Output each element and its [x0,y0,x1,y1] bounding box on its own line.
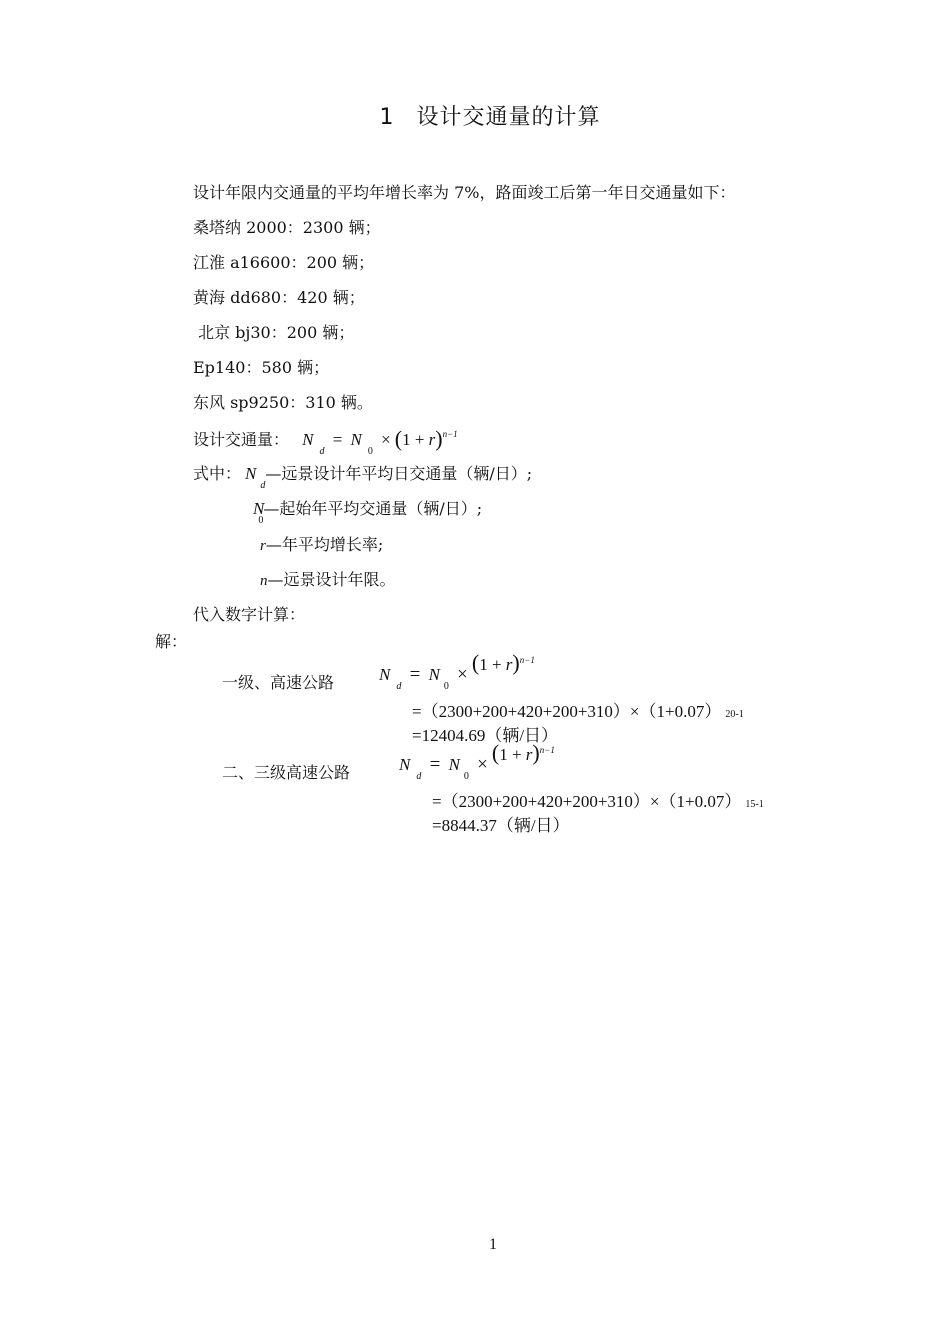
calc1-result: =12404.69（辆/日） [412,726,559,745]
calc2-label: 二、三级高速公路 [222,763,351,782]
vehicle-line: 桑塔纳 2000：2300 辆； [193,218,381,237]
intro-paragraph: 设计年限内交通量的平均年增长率为 7%，路面竣工后第一年日交通量如下： [193,183,736,202]
formula-subscript: d [416,771,422,782]
formula-paren: ( [491,740,500,765]
calc2-line1 [432,787,764,812]
formula-operator: = [409,664,421,685]
formula-label: 设计交通量： [193,430,290,449]
formula-subscript: d [260,480,266,491]
formula-symbol: N [253,499,265,518]
calc-exponent: 20-1 [725,709,744,720]
calc-exponent: 15-1 [745,799,764,810]
formula-symbol: N [399,755,411,774]
formula-paren: ) [512,650,520,675]
formula-symbol: r [428,430,436,449]
section-title [0,100,950,131]
substitute-line: 代入数字计算： [193,605,306,624]
calc2-formula [399,740,555,782]
formula-term: 1 + [499,745,526,764]
definition-line [260,535,383,556]
formula-paren: ) [532,740,540,765]
formula-subscript: d [396,681,402,692]
definition-text: —远景设计年平均日交通量（辆/日）; [265,464,533,483]
definition-text: —起始年平均交通量（辆/日）; [263,499,483,518]
page-number: 1 [489,1236,497,1253]
formula-subscript: 0 [463,771,469,782]
formula-symbol: N [350,430,362,449]
formula-line [193,426,458,457]
formula-symbol: N [302,430,314,449]
definition-text: —年平均增长率; [265,535,384,554]
formula-operator: = [429,754,441,775]
formula-paren: ( [394,426,403,451]
definition-line [260,570,396,591]
calc1-formula [379,650,535,692]
vehicle-line: 黄海 dd680：420 辆； [193,288,365,307]
formula-term: 1 + [479,655,506,674]
vehicle-line: Ep140：580 辆； [193,358,330,377]
vehicle-line: 东风 sp9250：310 辆。 [193,393,373,412]
formula-term: 1 + [402,430,429,449]
formula-symbol: N [448,755,460,774]
formula-symbol: n [260,573,268,589]
formula-symbol: r [260,538,266,554]
formula-symbol: N [428,665,440,684]
definition-line [193,464,533,491]
formula-symbol: N [245,464,257,483]
definition-line [253,499,483,526]
formula-exponent: n−1 [442,429,458,439]
formula-paren: ) [435,426,443,451]
traffic-formula [302,426,458,457]
solution-label: 解： [155,632,188,651]
calc1-label: 一级、高速公路 [222,673,335,692]
formula-symbol: r [525,745,533,764]
calc-expression: =（2300+200+420+200+310）×（1+0.07） [412,702,722,721]
formula-operator: = [332,430,343,449]
calc2-result: =8844.37（辆/日） [432,816,570,835]
vehicle-line: 北京 bj30：200 辆； [193,323,355,342]
formula-subscript: 0 [258,515,264,526]
formula-paren: ( [471,650,480,675]
formula-operator: × [381,430,391,449]
definitions-intro: 式中： [193,464,242,483]
calc1-line1 [412,697,744,722]
section-number: 1 [379,105,395,130]
calc-expression: =（2300+200+420+200+310）×（1+0.07） [432,792,742,811]
section-title-text: 设计交通量的计算 [416,105,601,130]
vehicle-line: 江淮 a16600：200 辆； [193,253,375,272]
formula-subscript: d [319,446,325,457]
formula-subscript: 0 [443,681,449,692]
definition-text: —远景设计年限。 [267,570,396,589]
formula-exponent: n−1 [539,745,555,755]
formula-symbol: N [379,665,391,684]
formula-exponent: n−1 [519,655,535,665]
formula-subscript: 0 [367,446,373,457]
formula-operator: × [457,664,468,685]
formula-symbol: r [505,655,513,674]
formula-operator: × [477,754,488,775]
